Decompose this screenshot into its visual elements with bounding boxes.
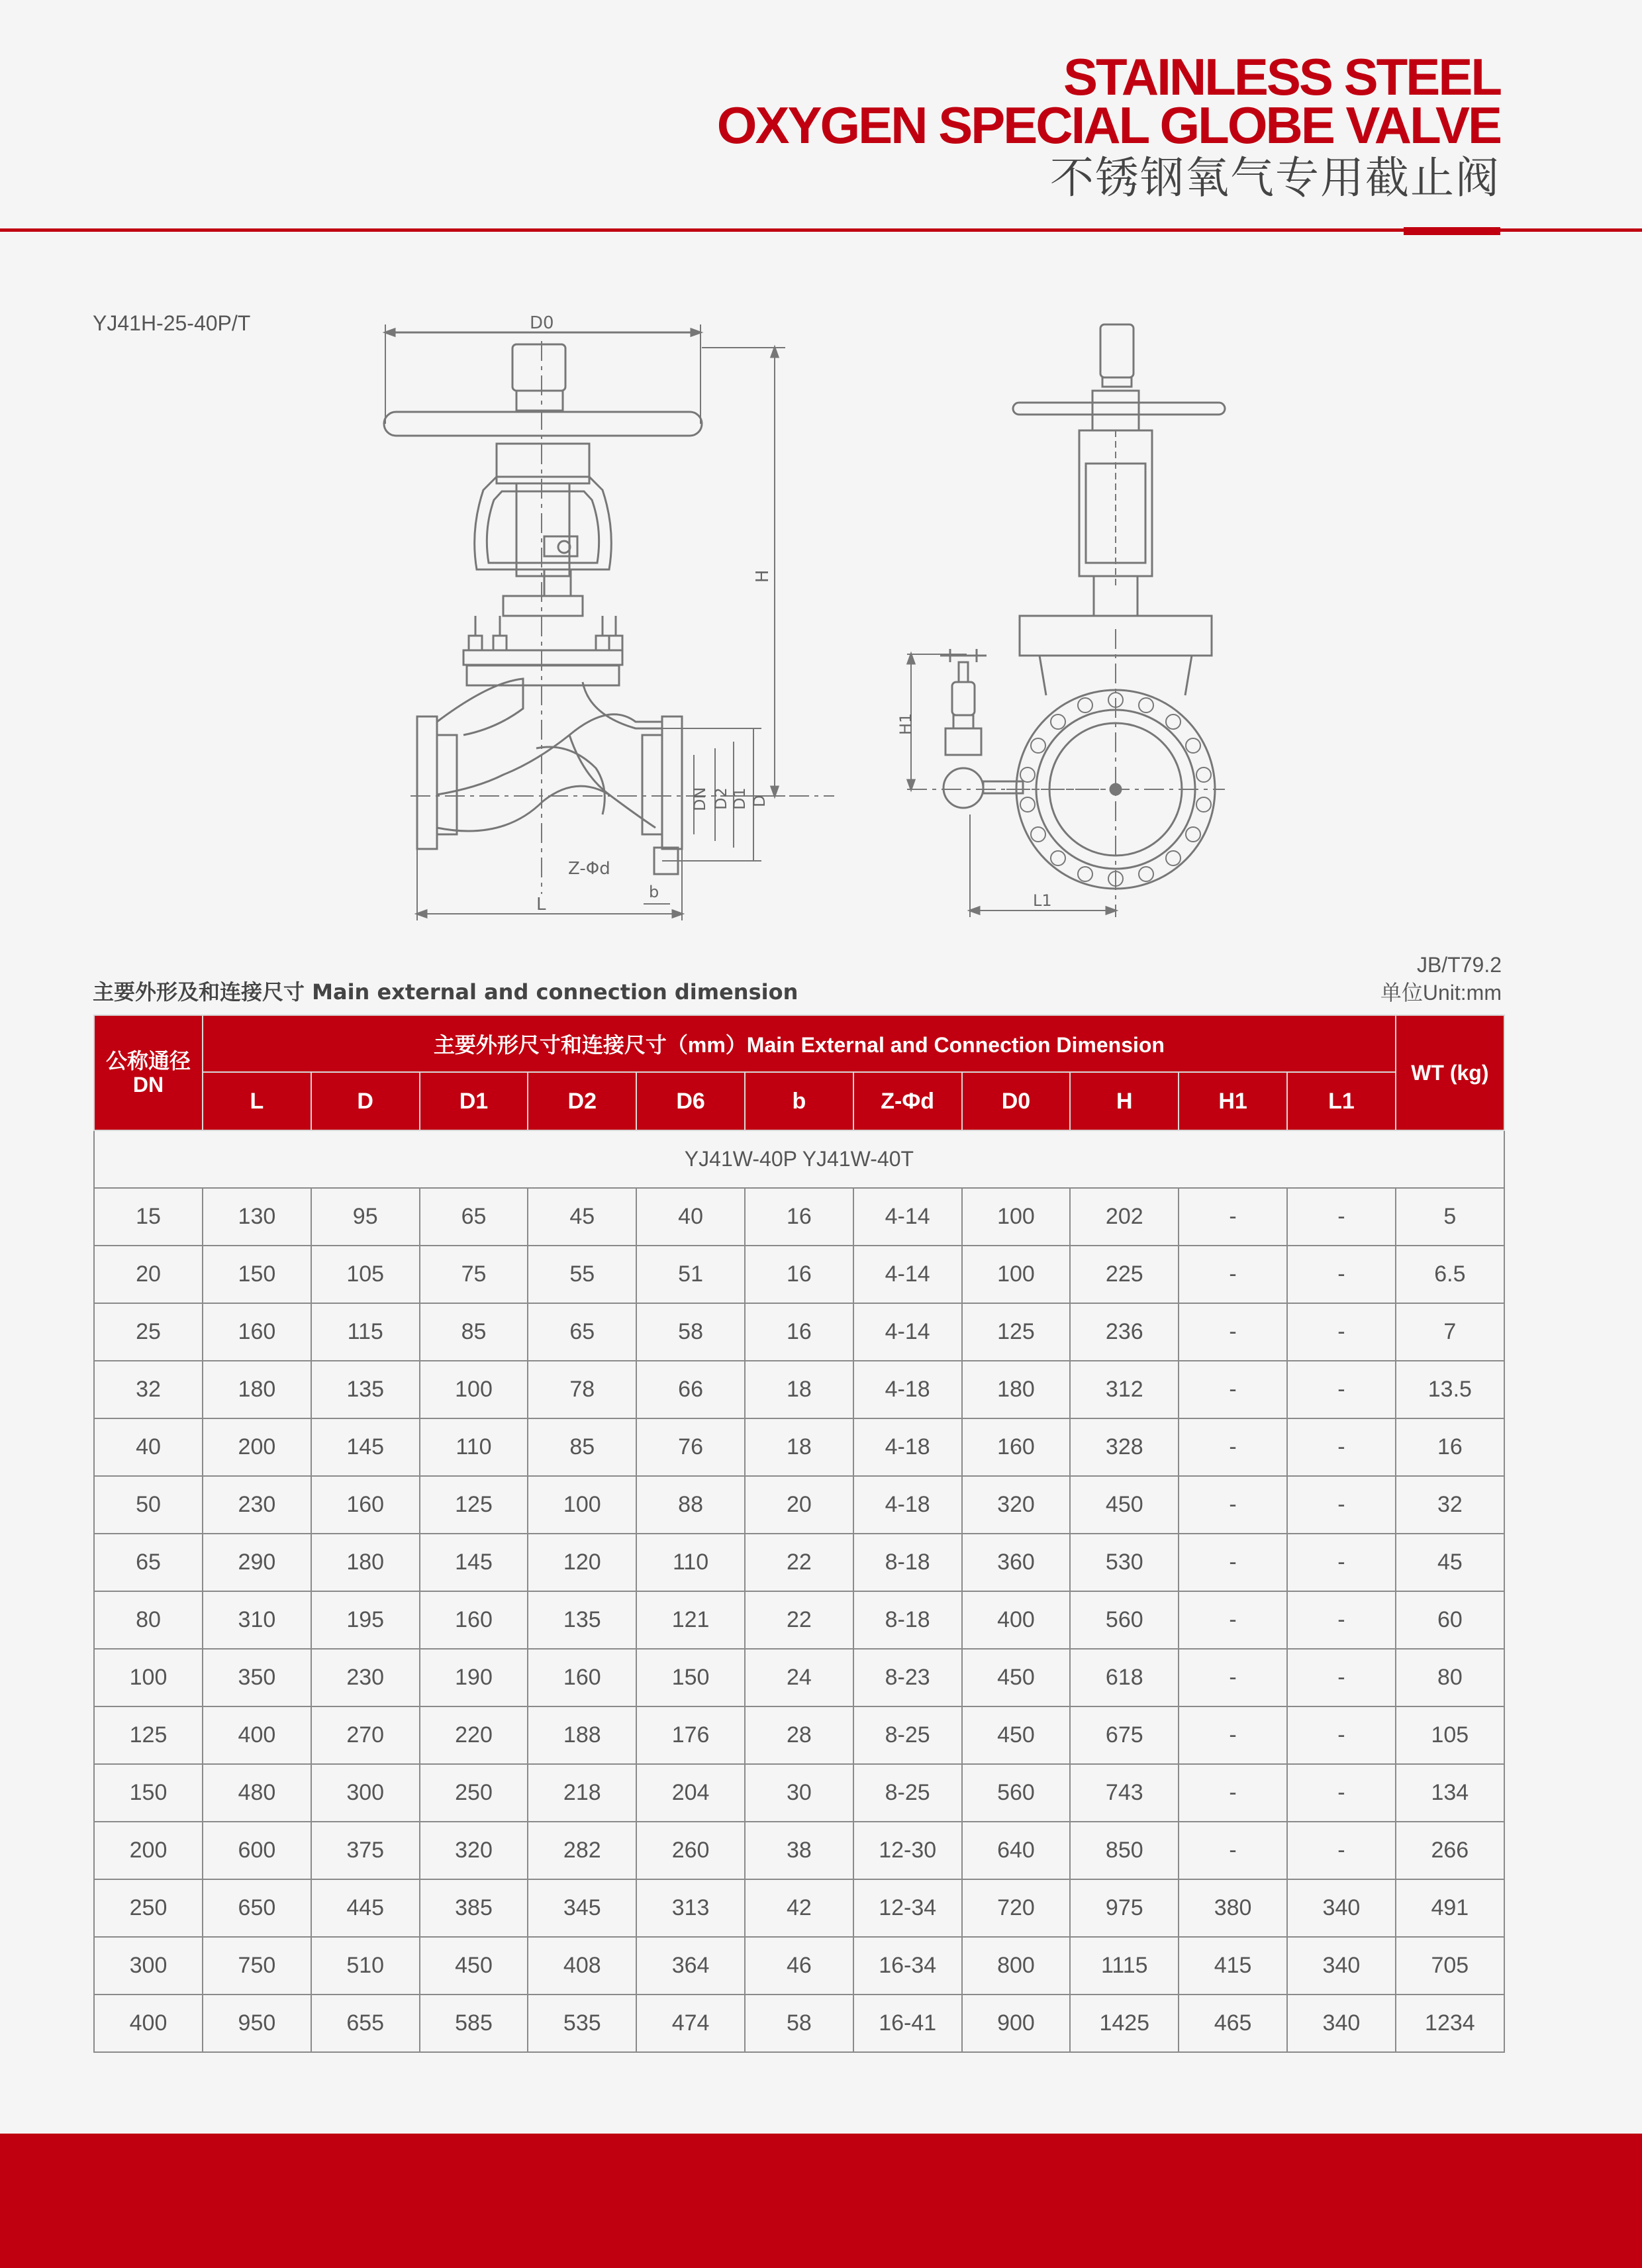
table-cell: - [1179,1822,1287,1879]
table-cell: 675 [1070,1706,1179,1764]
table-cell: 150 [203,1246,311,1303]
table-cell: 65 [528,1303,636,1361]
table-cell: 202 [1070,1188,1179,1246]
table-cell: 300 [94,1937,203,1995]
table-cell: 16 [745,1303,853,1361]
table-cell: 535 [528,1995,636,2052]
l1-dim-label: L1 [1033,891,1052,910]
table-row [94,1246,1504,1303]
dn-header: 公称通径 DN [94,1015,203,1130]
column-header: L1 [1287,1072,1396,1130]
table-cell: 66 [636,1361,745,1418]
zphid-dim-label: Z-Φd [568,859,610,879]
table-cell: 530 [1070,1534,1179,1591]
table-cell: 150 [636,1649,745,1706]
table-cell: 328 [1070,1418,1179,1476]
table-cell: 22 [745,1591,853,1649]
table-cell: 474 [636,1995,745,2052]
table-cell: 480 [203,1764,311,1822]
table-cell: 130 [203,1188,311,1246]
table-cell: 7 [1396,1303,1504,1361]
table-cell: 312 [1070,1361,1179,1418]
table-cell: 25 [94,1303,203,1361]
table-cell: - [1287,1764,1396,1822]
table-cell: 743 [1070,1764,1179,1822]
table-cell: 85 [528,1418,636,1476]
header-rule [0,228,1642,232]
table-cell: - [1179,1649,1287,1706]
model-label: YJ41H-25-40P/T [93,311,251,335]
table-cell: 134 [1396,1764,1504,1822]
table-cell: 310 [203,1591,311,1649]
table-cell: 220 [420,1706,528,1764]
l-dim-label: L [536,895,546,914]
table-cell: 13.5 [1396,1361,1504,1418]
table-cell: - [1287,1534,1396,1591]
table-row [94,1937,1504,1995]
table-cell: 4-14 [853,1303,962,1361]
table-cell: - [1179,1303,1287,1361]
table-cell: 204 [636,1764,745,1822]
table-cell: 340 [1287,1937,1396,1995]
table-row [94,1764,1504,1822]
table-cell: 20 [745,1476,853,1534]
table-cell: 125 [420,1476,528,1534]
table-cell: 400 [962,1591,1071,1649]
table-cell: 450 [1070,1476,1179,1534]
table-row [94,1591,1504,1649]
table-cell: 313 [636,1879,745,1937]
table-cell: 320 [420,1822,528,1879]
table-cell: 160 [311,1476,420,1534]
table-cell: 100 [962,1246,1071,1303]
table-cell: 160 [203,1303,311,1361]
table-cell: 195 [311,1591,420,1649]
wt-header: WT (kg) [1396,1015,1504,1130]
table-cell: 585 [420,1995,528,2052]
table-cell: 5 [1396,1188,1504,1246]
table-cell: - [1179,1361,1287,1418]
table-cell: 45 [1396,1534,1504,1591]
table-cell: 32 [1396,1476,1504,1534]
table-cell: 225 [1070,1246,1179,1303]
table-cell: - [1287,1188,1396,1246]
table-cell: 218 [528,1764,636,1822]
table-cell: 160 [528,1649,636,1706]
table-cell: 32 [94,1361,203,1418]
table-cell: 65 [420,1188,528,1246]
table-cell: 176 [636,1706,745,1764]
table-cell: 40 [636,1188,745,1246]
table-cell: - [1179,1418,1287,1476]
table-cell: 950 [203,1995,311,2052]
table-cell: 16 [745,1246,853,1303]
table-cell: 80 [1396,1649,1504,1706]
table-cell: 4-14 [853,1246,962,1303]
column-header: H [1070,1072,1179,1130]
table-cell: 282 [528,1822,636,1879]
table-cell: 290 [203,1534,311,1591]
table-cell: 8-18 [853,1534,962,1591]
table-cell: 340 [1287,1879,1396,1937]
column-header: D6 [636,1072,745,1130]
table-cell: 415 [1179,1937,1287,1995]
table-cell: 110 [636,1534,745,1591]
main-dimension-header: 主要外形尺寸和连接尺寸（mm）Main External and Connection Dimension [203,1015,1396,1072]
d-dim-label: D [750,795,769,807]
table-cell: 400 [94,1995,203,2052]
table-cell: 8-25 [853,1764,962,1822]
standard-label: JB/T79.2 [1416,953,1502,977]
table-cell: - [1179,1534,1287,1591]
table-cell: 450 [962,1649,1071,1706]
table-cell: 12-34 [853,1879,962,1937]
table-cell: 200 [94,1822,203,1879]
title-chinese: 不锈钢氧气专用截止阀 [1050,152,1500,203]
section-title: 主要外形及和连接尺寸 Main external and connection dimension [93,979,798,1005]
table-cell: - [1287,1706,1396,1764]
table-cell: 655 [311,1995,420,2052]
table-cell: - [1287,1649,1396,1706]
table-cell: 100 [962,1188,1071,1246]
table-cell: 230 [311,1649,420,1706]
table-cell: 24 [745,1649,853,1706]
table-cell: 1425 [1070,1995,1179,2052]
table-cell: 8-25 [853,1706,962,1764]
dn-dim-label: DN [691,787,709,811]
table-cell: 135 [311,1361,420,1418]
table-cell: 445 [311,1879,420,1937]
h1-dim-label: H1 [896,713,915,735]
table-cell: 250 [420,1764,528,1822]
table-cell: - [1287,1476,1396,1534]
table-cell: 160 [962,1418,1071,1476]
table-cell: 160 [420,1591,528,1649]
table-cell: 640 [962,1822,1071,1879]
table-cell: 78 [528,1361,636,1418]
table-cell: 145 [311,1418,420,1476]
table-cell: 50 [94,1476,203,1534]
table-row [94,1995,1504,2052]
column-header: H1 [1179,1072,1287,1130]
table-cell: 16-34 [853,1937,962,1995]
table-cell: 450 [962,1706,1071,1764]
table-cell: 58 [636,1303,745,1361]
valve-front-view-drawing [371,311,834,927]
table-cell: 850 [1070,1822,1179,1879]
table-row [94,1706,1504,1764]
title-line-1: STAINLESS STEEL [1063,48,1500,106]
table-cell: 30 [745,1764,853,1822]
table-cell: - [1287,1246,1396,1303]
table-cell: 121 [636,1591,745,1649]
table-cell: 28 [745,1706,853,1764]
table-cell: 200 [203,1418,311,1476]
table-cell: 560 [1070,1591,1179,1649]
table-cell: - [1179,1706,1287,1764]
table-cell: 4-18 [853,1361,962,1418]
table-cell: 95 [311,1188,420,1246]
table-cell: - [1179,1764,1287,1822]
d1-dim-label: D1 [730,787,749,810]
table-cell: - [1179,1188,1287,1246]
table-cell: 60 [1396,1591,1504,1649]
table-cell: 18 [745,1418,853,1476]
column-header: D [311,1072,420,1130]
table-cell: 618 [1070,1649,1179,1706]
unit-label: 单位Unit:mm [1380,981,1502,1005]
table-cell: 600 [203,1822,311,1879]
table-cell: 100 [528,1476,636,1534]
table-cell: 6.5 [1396,1246,1504,1303]
table-cell: 400 [203,1706,311,1764]
column-header: b [745,1072,853,1130]
table-cell: 100 [420,1361,528,1418]
table-cell: 8-23 [853,1649,962,1706]
d2-dim-label: D2 [712,787,730,810]
title-line-2: OXYGEN SPECIAL GLOBE VALVE [716,96,1500,154]
table-cell: 18 [745,1361,853,1418]
table-cell: 42 [745,1879,853,1937]
table-cell: 560 [962,1764,1071,1822]
table-cell: 720 [962,1879,1071,1937]
table-cell: 250 [94,1879,203,1937]
table-cell: 22 [745,1534,853,1591]
table-cell: 15 [94,1188,203,1246]
table-cell: 345 [528,1879,636,1937]
table-cell: 236 [1070,1303,1179,1361]
table-cell: 135 [528,1591,636,1649]
table-cell: - [1287,1822,1396,1879]
table-row [94,1188,1504,1246]
table-cell: 125 [962,1303,1071,1361]
table-cell: 266 [1396,1822,1504,1879]
column-header: L [203,1072,311,1130]
column-header: D0 [962,1072,1071,1130]
table-cell: 58 [745,1995,853,2052]
table-row [94,1418,1504,1476]
table-cell: 46 [745,1937,853,1995]
header-rule-accent [1404,227,1500,235]
column-header: D1 [420,1072,528,1130]
column-header: D2 [528,1072,636,1130]
h-dim-label: H [753,569,773,583]
table-cell: 88 [636,1476,745,1534]
table-cell: 260 [636,1822,745,1879]
table-cell: 105 [311,1246,420,1303]
table-cell: 16-41 [853,1995,962,2052]
valve-side-view-drawing [887,311,1245,927]
table-cell: 800 [962,1937,1071,1995]
table-row [94,1303,1504,1361]
table-cell: 4-18 [853,1418,962,1476]
table-cell: 340 [1287,1995,1396,2052]
table-cell: 16 [1396,1418,1504,1476]
table-cell: 16 [745,1188,853,1246]
table-cell: 364 [636,1937,745,1995]
table-cell: 80 [94,1591,203,1649]
table-cell: - [1287,1591,1396,1649]
table-cell: 230 [203,1476,311,1534]
table-cell: 45 [528,1188,636,1246]
table-cell: 65 [94,1534,203,1591]
table-cell: 180 [311,1534,420,1591]
dimension-table [93,1014,1505,2053]
table-cell: 8-18 [853,1591,962,1649]
table-cell: 350 [203,1649,311,1706]
table-cell: 465 [1179,1995,1287,2052]
table-row [94,1879,1504,1937]
table-row [94,1534,1504,1591]
table-cell: 450 [420,1937,528,1995]
table-cell: 975 [1070,1879,1179,1937]
table-cell: 188 [528,1706,636,1764]
b-dim-label: b [649,883,659,901]
table-cell: 150 [94,1764,203,1822]
table-cell: 1234 [1396,1995,1504,2052]
table-cell: - [1179,1246,1287,1303]
table-row [94,1361,1504,1418]
table-cell: 270 [311,1706,420,1764]
column-header: Z-Φd [853,1072,962,1130]
table-cell: 1115 [1070,1937,1179,1995]
table-row [94,1476,1504,1534]
table-cell: 85 [420,1303,528,1361]
table-cell: 300 [311,1764,420,1822]
table-row [94,1649,1504,1706]
table-cell: 650 [203,1879,311,1937]
table-cell: 55 [528,1246,636,1303]
table-cell: 320 [962,1476,1071,1534]
table-cell: 20 [94,1246,203,1303]
table-cell: 51 [636,1246,745,1303]
table-cell: 375 [311,1822,420,1879]
table-row [94,1822,1504,1879]
table-cell: 145 [420,1534,528,1591]
table-cell: 180 [962,1361,1071,1418]
table-cell: 115 [311,1303,420,1361]
table-cell: - [1179,1476,1287,1534]
table-cell: 510 [311,1937,420,1995]
table-cell: 12-30 [853,1822,962,1879]
table-cell: 110 [420,1418,528,1476]
table-cell: 120 [528,1534,636,1591]
footer-band [0,2134,1642,2268]
table-cell: 180 [203,1361,311,1418]
table-cell: 40 [94,1418,203,1476]
table-cell: 4-18 [853,1476,962,1534]
table-cell: 900 [962,1995,1071,2052]
table-cell: - [1287,1361,1396,1418]
table-cell: 190 [420,1649,528,1706]
table-cell: 38 [745,1822,853,1879]
table-cell: 380 [1179,1879,1287,1937]
table-cell: 105 [1396,1706,1504,1764]
table-cell: 360 [962,1534,1071,1591]
table-cell: 4-14 [853,1188,962,1246]
table-cell: - [1179,1591,1287,1649]
table-cell: - [1287,1303,1396,1361]
table-cell: 385 [420,1879,528,1937]
model-row-cell: YJ41W-40P YJ41W-40T [94,1130,1504,1188]
table-cell: - [1287,1418,1396,1476]
d0-dim-label: D0 [530,313,554,333]
table-cell: 705 [1396,1937,1504,1995]
table-cell: 125 [94,1706,203,1764]
table-cell: 76 [636,1418,745,1476]
table-cell: 100 [94,1649,203,1706]
table-cell: 491 [1396,1879,1504,1937]
table-cell: 750 [203,1937,311,1995]
table-cell: 408 [528,1937,636,1995]
table-cell: 75 [420,1246,528,1303]
